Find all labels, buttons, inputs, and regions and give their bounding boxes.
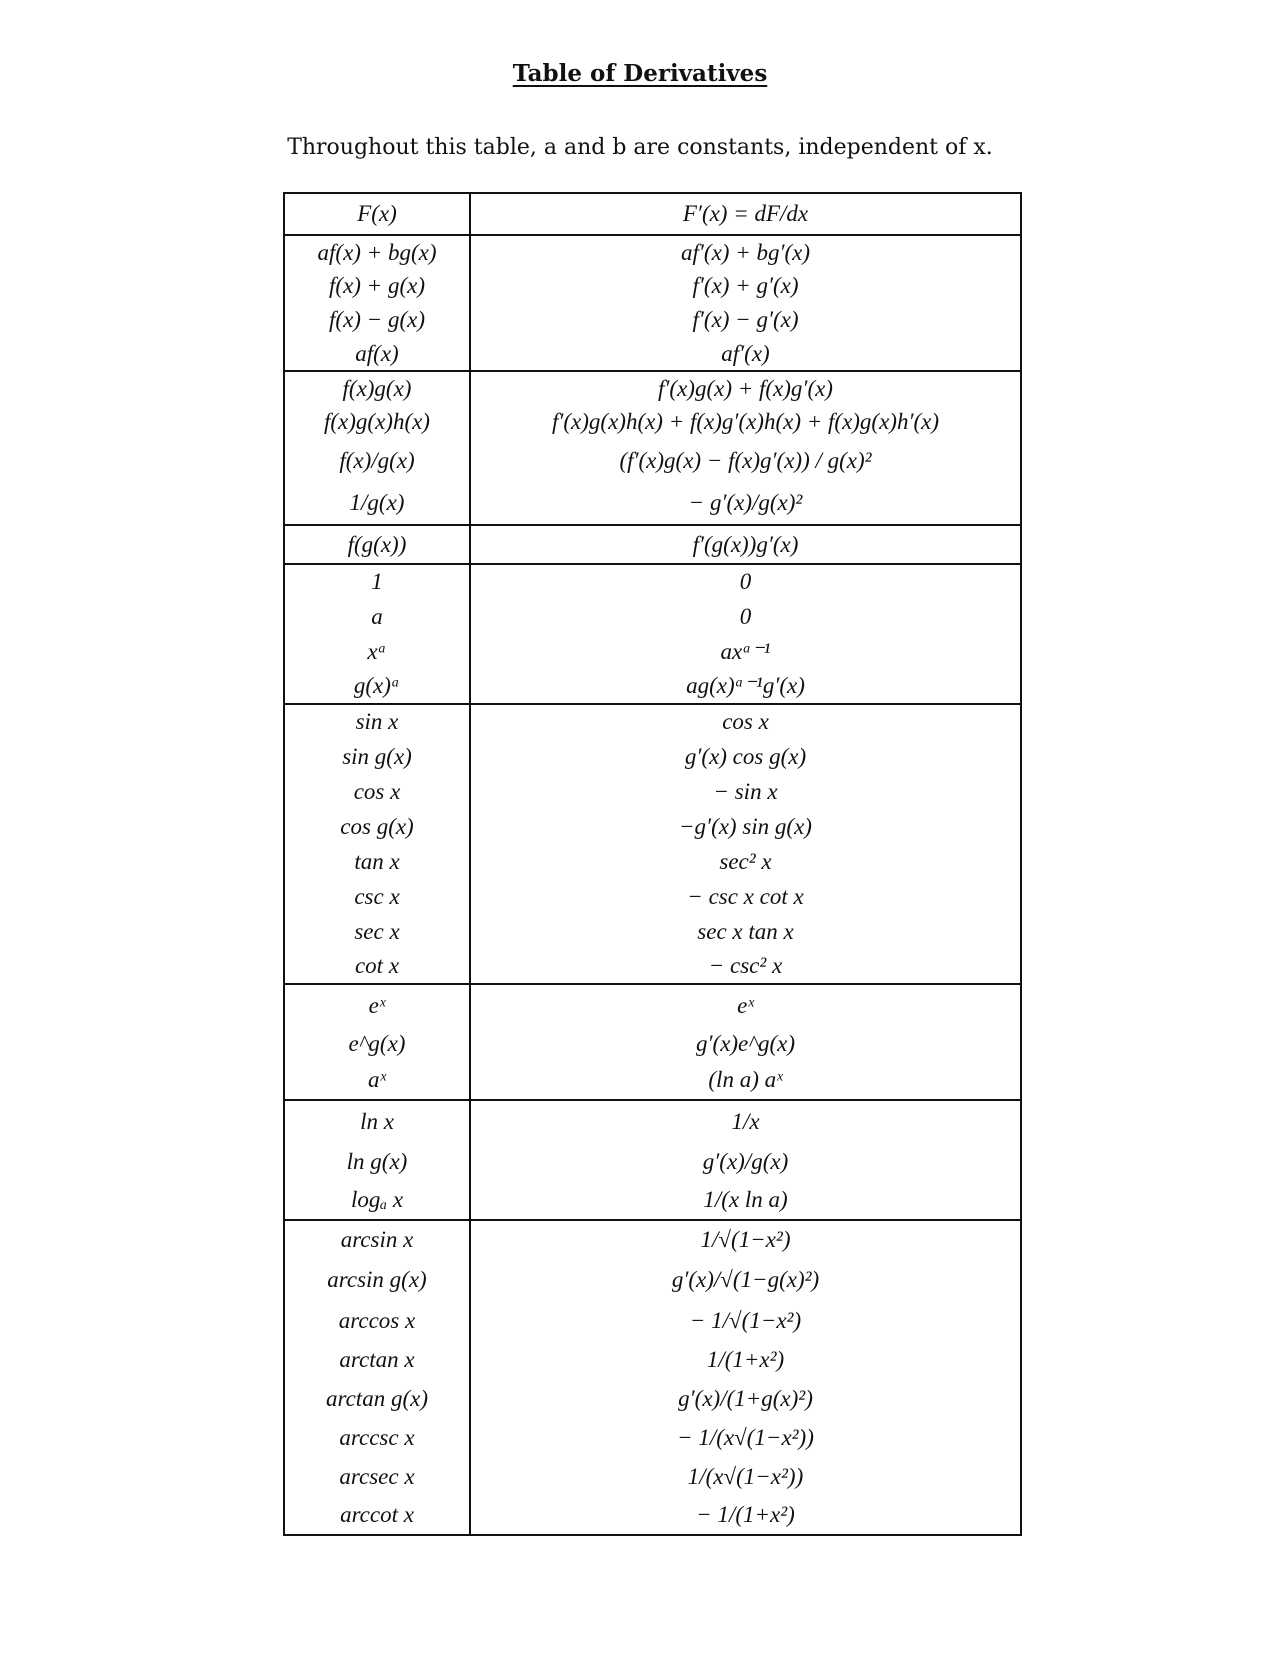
- function-cell: arctan g(x): [284, 1379, 470, 1418]
- table-row: [284, 774, 1021, 809]
- derivative-cell: f′(g(x))g′(x): [470, 525, 1021, 564]
- function-cell: e^g(x): [284, 1026, 470, 1061]
- table-row: [284, 1026, 1021, 1061]
- derivative-cell: sec x tan x: [470, 914, 1021, 949]
- table-row: [284, 634, 1021, 669]
- table-row: [284, 1220, 1021, 1259]
- table-row: [284, 914, 1021, 949]
- derivative-cell: f′(x)g(x)h(x) + f(x)g′(x)h(x) + f(x)g(x)h′(x): [470, 405, 1021, 439]
- intro-text: Throughout this table, a and b are constants, independent of x.: [287, 135, 993, 160]
- table-row: [284, 303, 1021, 337]
- table-row: [284, 337, 1021, 371]
- table-row: [284, 739, 1021, 774]
- derivative-cell: f′(x)g(x) + f(x)g′(x): [470, 371, 1021, 405]
- table-row: [284, 949, 1021, 984]
- derivative-cell: ag(x)ᵃ⁻¹g′(x): [470, 669, 1021, 704]
- derivative-cell: − 1/(1+x²): [470, 1496, 1021, 1535]
- derivative-cell: g′(x) cos g(x): [470, 739, 1021, 774]
- table-row: [284, 564, 1021, 599]
- function-cell: f(g(x)): [284, 525, 470, 564]
- derivative-cell: − csc x cot x: [470, 879, 1021, 914]
- table-row: [284, 704, 1021, 739]
- table-row: [284, 879, 1021, 914]
- function-cell: a: [284, 599, 470, 634]
- table-header-row: [284, 193, 1021, 235]
- table-row: [284, 439, 1021, 482]
- table-row: [284, 669, 1021, 704]
- table-row: [284, 1457, 1021, 1496]
- function-cell: sin x: [284, 704, 470, 739]
- page-title: Table of Derivatives: [512, 60, 768, 87]
- table-row: [284, 1100, 1021, 1142]
- derivative-cell: eˣ: [470, 984, 1021, 1026]
- function-cell: arccos x: [284, 1301, 470, 1340]
- table-row: [284, 1379, 1021, 1418]
- function-cell: cos g(x): [284, 809, 470, 844]
- table-row: [284, 525, 1021, 564]
- function-cell: ln g(x): [284, 1142, 470, 1181]
- group-powers: [284, 564, 1021, 704]
- table-row: [284, 599, 1021, 634]
- derivative-cell: af′(x): [470, 337, 1021, 371]
- table-row: [284, 235, 1021, 269]
- function-cell: arcsec x: [284, 1457, 470, 1496]
- function-cell: af(x) + bg(x): [284, 235, 470, 269]
- table-row: [284, 809, 1021, 844]
- function-cell: g(x)ᵃ: [284, 669, 470, 704]
- function-cell: csc x: [284, 879, 470, 914]
- function-cell: f(x)/g(x): [284, 439, 470, 482]
- derivative-cell: g′(x)/√(1−g(x)²): [470, 1259, 1021, 1301]
- function-cell: arctan x: [284, 1340, 470, 1379]
- table-row: [284, 1259, 1021, 1301]
- derivative-cell: g′(x)/(1+g(x)²): [470, 1379, 1021, 1418]
- group-exponential: [284, 984, 1021, 1100]
- derivatives-table: [283, 192, 1022, 1536]
- derivative-cell: axᵃ⁻¹: [470, 634, 1021, 669]
- derivative-cell: 1/x: [470, 1100, 1021, 1142]
- table-row: [284, 1142, 1021, 1181]
- derivative-cell: 0: [470, 599, 1021, 634]
- function-cell: arccot x: [284, 1496, 470, 1535]
- function-cell: eˣ: [284, 984, 470, 1026]
- derivative-cell: g′(x)/g(x): [470, 1142, 1021, 1181]
- function-cell: aˣ: [284, 1061, 470, 1100]
- derivative-cell: cos x: [470, 704, 1021, 739]
- function-cell: arcsin g(x): [284, 1259, 470, 1301]
- table-row: [284, 1301, 1021, 1340]
- derivative-cell: sec² x: [470, 844, 1021, 879]
- header-derivative: F′(x) = dF/dx: [470, 193, 1021, 235]
- table-row: [284, 984, 1021, 1026]
- function-cell: 1/g(x): [284, 482, 470, 525]
- function-cell: cos x: [284, 774, 470, 809]
- group-trigonometric: [284, 704, 1021, 984]
- function-cell: 1: [284, 564, 470, 599]
- derivative-cell: f′(x) − g′(x): [470, 303, 1021, 337]
- group-chain-rule: [284, 525, 1021, 564]
- function-cell: f(x) − g(x): [284, 303, 470, 337]
- table-row: [284, 482, 1021, 525]
- function-cell: logₐ x: [284, 1181, 470, 1220]
- function-cell: arcsin x: [284, 1220, 470, 1259]
- derivative-cell: − csc² x: [470, 949, 1021, 984]
- table-row: [284, 844, 1021, 879]
- function-cell: xᵃ: [284, 634, 470, 669]
- table-row: [284, 1418, 1021, 1457]
- table-row: [284, 1496, 1021, 1535]
- derivative-cell: 1/(x√(1−x²)): [470, 1457, 1021, 1496]
- function-cell: ln x: [284, 1100, 470, 1142]
- derivative-cell: 1/(x ln a): [470, 1181, 1021, 1220]
- function-cell: tan x: [284, 844, 470, 879]
- derivative-cell: − g′(x)/g(x)²: [470, 482, 1021, 525]
- table-row: [284, 1181, 1021, 1220]
- derivative-cell: −g′(x) sin g(x): [470, 809, 1021, 844]
- derivative-cell: − 1/(x√(1−x²)): [470, 1418, 1021, 1457]
- derivative-cell: − 1/√(1−x²): [470, 1301, 1021, 1340]
- function-cell: f(x)g(x): [284, 371, 470, 405]
- function-cell: f(x)g(x)h(x): [284, 405, 470, 439]
- derivative-cell: 0: [470, 564, 1021, 599]
- derivative-cell: − sin x: [470, 774, 1021, 809]
- group-logarithmic: [284, 1100, 1021, 1220]
- table-row: [284, 371, 1021, 405]
- derivative-cell: 1/(1+x²): [470, 1340, 1021, 1379]
- derivative-cell: (f′(x)g(x) − f(x)g′(x)) / g(x)²: [470, 439, 1021, 482]
- group-inverse-trigonometric: [284, 1220, 1021, 1535]
- table-row: [284, 405, 1021, 439]
- derivative-cell: af′(x) + bg′(x): [470, 235, 1021, 269]
- table-row: [284, 1340, 1021, 1379]
- function-cell: sec x: [284, 914, 470, 949]
- function-cell: f(x) + g(x): [284, 269, 470, 303]
- header-function: F(x): [284, 193, 470, 235]
- derivative-cell: 1/√(1−x²): [470, 1220, 1021, 1259]
- table-row: [284, 269, 1021, 303]
- group-linearity: [284, 235, 1021, 371]
- group-product-quotient: [284, 371, 1021, 525]
- function-cell: af(x): [284, 337, 470, 371]
- derivative-cell: f′(x) + g′(x): [470, 269, 1021, 303]
- table-row: [284, 1061, 1021, 1100]
- derivative-cell: (ln a) aˣ: [470, 1061, 1021, 1100]
- function-cell: cot x: [284, 949, 470, 984]
- function-cell: arccsc x: [284, 1418, 470, 1457]
- function-cell: sin g(x): [284, 739, 470, 774]
- derivative-cell: g′(x)e^g(x): [470, 1026, 1021, 1061]
